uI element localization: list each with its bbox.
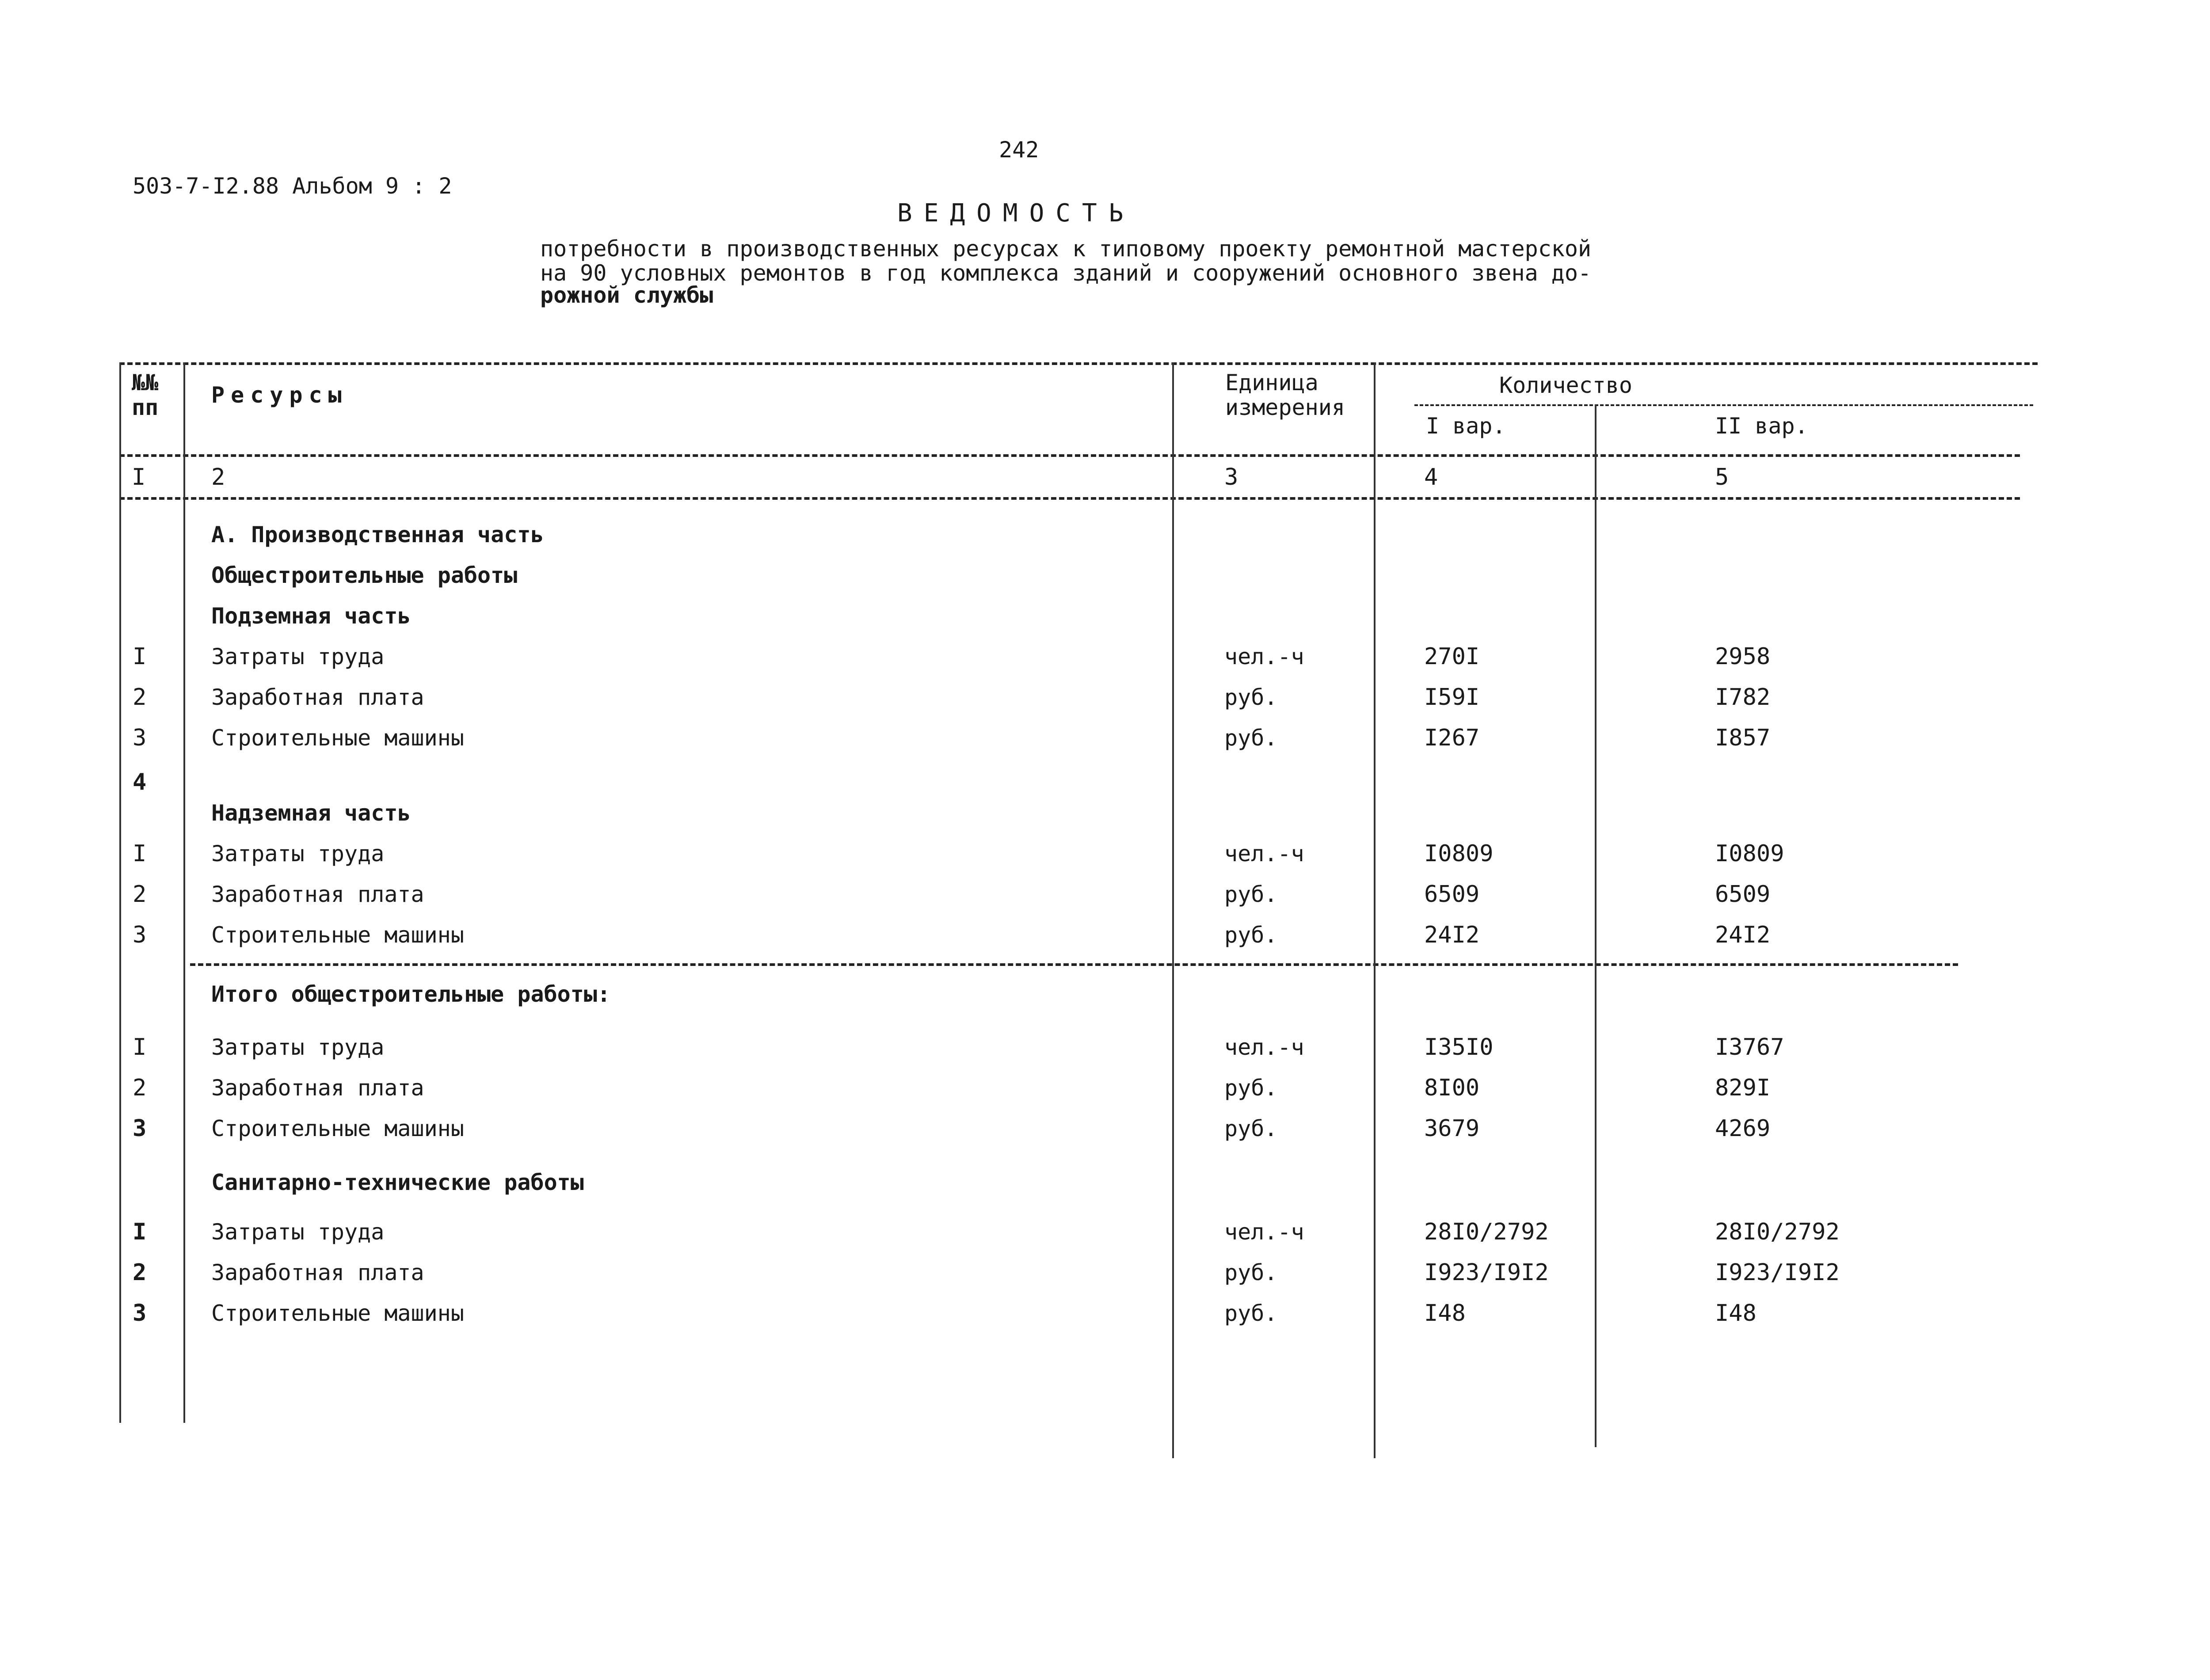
row-number: 3 bbox=[133, 922, 147, 948]
table-row bbox=[0, 562, 2210, 589]
table-row bbox=[0, 1300, 2210, 1327]
row-number: 2 bbox=[133, 684, 147, 711]
table-row bbox=[0, 840, 2210, 867]
column-number: 4 bbox=[1424, 464, 1438, 490]
table-row bbox=[0, 725, 2210, 751]
subtotal-rule bbox=[190, 963, 1958, 966]
row-variant-1-value: 24I2 bbox=[1424, 922, 1480, 948]
table-row bbox=[0, 1034, 2210, 1060]
row-resource-name: Итого общестроительные работы: bbox=[211, 981, 611, 1007]
row-unit: чел.-ч bbox=[1224, 1219, 1304, 1245]
table-row bbox=[0, 643, 2210, 670]
row-resource-name: Заработная плата bbox=[211, 1260, 424, 1285]
row-unit: руб. bbox=[1224, 882, 1278, 907]
row-variant-1-value: I0809 bbox=[1424, 840, 1494, 867]
table-row bbox=[0, 800, 2210, 826]
row-variant-2-value: 28I0/2792 bbox=[1715, 1219, 1840, 1245]
row-variant-1-value: 28I0/2792 bbox=[1424, 1219, 1549, 1245]
header-number: №№ пп bbox=[132, 370, 159, 420]
row-resource-name: Заработная плата bbox=[211, 1075, 424, 1101]
row-unit: чел.-ч bbox=[1224, 841, 1304, 867]
subtitle-line: потребности в производственных ресурсах к типовому проекту ремонтной мастерской bbox=[540, 236, 1592, 262]
row-number: I bbox=[133, 643, 147, 670]
row-resource-name: Строительные машины bbox=[211, 1116, 464, 1141]
column-number: 2 bbox=[211, 464, 225, 490]
row-resource-name: Затраты труда bbox=[211, 1219, 385, 1245]
row-number: 2 bbox=[133, 881, 147, 908]
row-resource-name: Заработная плата bbox=[211, 882, 424, 907]
table-row bbox=[0, 521, 2210, 548]
row-number: 3 bbox=[133, 1300, 147, 1327]
row-number: 4 bbox=[133, 769, 147, 795]
row-number: I bbox=[133, 1034, 147, 1060]
row-number: 2 bbox=[133, 1075, 147, 1101]
table-row bbox=[0, 1169, 2210, 1196]
table-row bbox=[0, 881, 2210, 908]
column-numbers-rule bbox=[119, 497, 2020, 500]
row-resource-name: Санитарно-технические работы bbox=[211, 1170, 584, 1195]
row-variant-1-value: I59I bbox=[1424, 684, 1480, 711]
header-bottom-rule bbox=[119, 454, 2020, 457]
row-variant-1-value: I35I0 bbox=[1424, 1034, 1494, 1060]
row-variant-2-value: 24I2 bbox=[1715, 922, 1771, 948]
row-resource-name: Строительные машины bbox=[211, 922, 464, 948]
table-row bbox=[0, 769, 2210, 795]
row-variant-1-value: 3679 bbox=[1424, 1115, 1480, 1142]
row-number: 2 bbox=[133, 1259, 147, 1286]
row-variant-2-value: I3767 bbox=[1715, 1034, 1784, 1060]
row-variant-1-value: I48 bbox=[1424, 1300, 1466, 1327]
table-top-rule bbox=[119, 362, 2038, 365]
row-unit: руб. bbox=[1224, 922, 1278, 948]
subtitle-line: рожной службы bbox=[540, 282, 713, 308]
row-unit: руб. bbox=[1224, 1300, 1278, 1326]
document-code: 503-7-I2.88 Альбом 9 : 2 bbox=[133, 173, 452, 199]
header-resources: Ресурсы bbox=[211, 382, 348, 408]
column-number: 3 bbox=[1224, 464, 1238, 490]
header-variant-1: I вар. bbox=[1426, 413, 1506, 439]
row-variant-1-value: 270I bbox=[1424, 643, 1480, 670]
row-number: 3 bbox=[133, 1115, 147, 1142]
row-resource-name: Заработная плата bbox=[211, 684, 424, 710]
row-variant-2-value: I782 bbox=[1715, 684, 1771, 711]
header-unit: Единица измерения bbox=[1225, 370, 1345, 420]
table-row bbox=[0, 603, 2210, 629]
row-variant-2-value: 829I bbox=[1715, 1075, 1771, 1101]
table-row bbox=[0, 922, 2210, 948]
row-resource-name: Надземная часть bbox=[211, 800, 411, 826]
row-variant-2-value: I857 bbox=[1715, 725, 1771, 751]
row-resource-name: Затраты труда bbox=[211, 1034, 385, 1060]
column-number: 5 bbox=[1715, 464, 1729, 490]
row-variant-2-value: 6509 bbox=[1715, 881, 1771, 908]
column-number: I bbox=[132, 464, 146, 490]
subtitle-line: на 90 условных ремонтов в год комплекса зданий и сооружений основного звена до- bbox=[540, 260, 1592, 286]
row-unit: руб. bbox=[1224, 1116, 1278, 1141]
row-number: 3 bbox=[133, 725, 147, 751]
table-row bbox=[0, 1115, 2210, 1142]
header-variant-2: II вар. bbox=[1715, 413, 1808, 439]
row-unit: руб. bbox=[1224, 1260, 1278, 1285]
row-unit: руб. bbox=[1224, 725, 1278, 751]
row-resource-name: Затраты труда bbox=[211, 841, 385, 867]
row-unit: руб. bbox=[1224, 684, 1278, 710]
table-row bbox=[0, 1259, 2210, 1286]
row-variant-1-value: I267 bbox=[1424, 725, 1480, 751]
page-number: 242 bbox=[999, 137, 1039, 163]
row-variant-2-value: I48 bbox=[1715, 1300, 1757, 1327]
header-quantity: Количество bbox=[1499, 372, 1633, 398]
row-variant-2-value: 2958 bbox=[1715, 643, 1771, 670]
row-variant-1-value: 8I00 bbox=[1424, 1075, 1480, 1101]
row-variant-1-value: 6509 bbox=[1424, 881, 1480, 908]
row-unit: чел.-ч bbox=[1224, 1034, 1304, 1060]
table-row bbox=[0, 684, 2210, 711]
row-resource-name: Строительные машины bbox=[211, 725, 464, 751]
table-row bbox=[0, 1075, 2210, 1101]
row-resource-name: Затраты труда bbox=[211, 644, 385, 669]
row-resource-name: Подземная часть bbox=[211, 603, 411, 629]
quantity-subheader-rule bbox=[1414, 404, 2033, 406]
row-unit: чел.-ч bbox=[1224, 644, 1304, 669]
row-unit: руб. bbox=[1224, 1075, 1278, 1101]
row-resource-name: Общестроительные работы bbox=[211, 563, 518, 588]
table-row bbox=[0, 981, 2210, 1007]
row-variant-2-value: I0809 bbox=[1715, 840, 1784, 867]
table-row bbox=[0, 1219, 2210, 1245]
row-variant-2-value: I923/I9I2 bbox=[1715, 1259, 1840, 1286]
row-variant-1-value: I923/I9I2 bbox=[1424, 1259, 1549, 1286]
row-variant-2-value: 4269 bbox=[1715, 1115, 1771, 1142]
row-resource-name: Строительные машины bbox=[211, 1300, 464, 1326]
row-resource-name: А. Производственная часть bbox=[211, 522, 544, 547]
row-number: I bbox=[133, 1219, 147, 1245]
row-number: I bbox=[133, 840, 147, 867]
document-title: ВЕДОМОСТЬ bbox=[897, 199, 1135, 228]
